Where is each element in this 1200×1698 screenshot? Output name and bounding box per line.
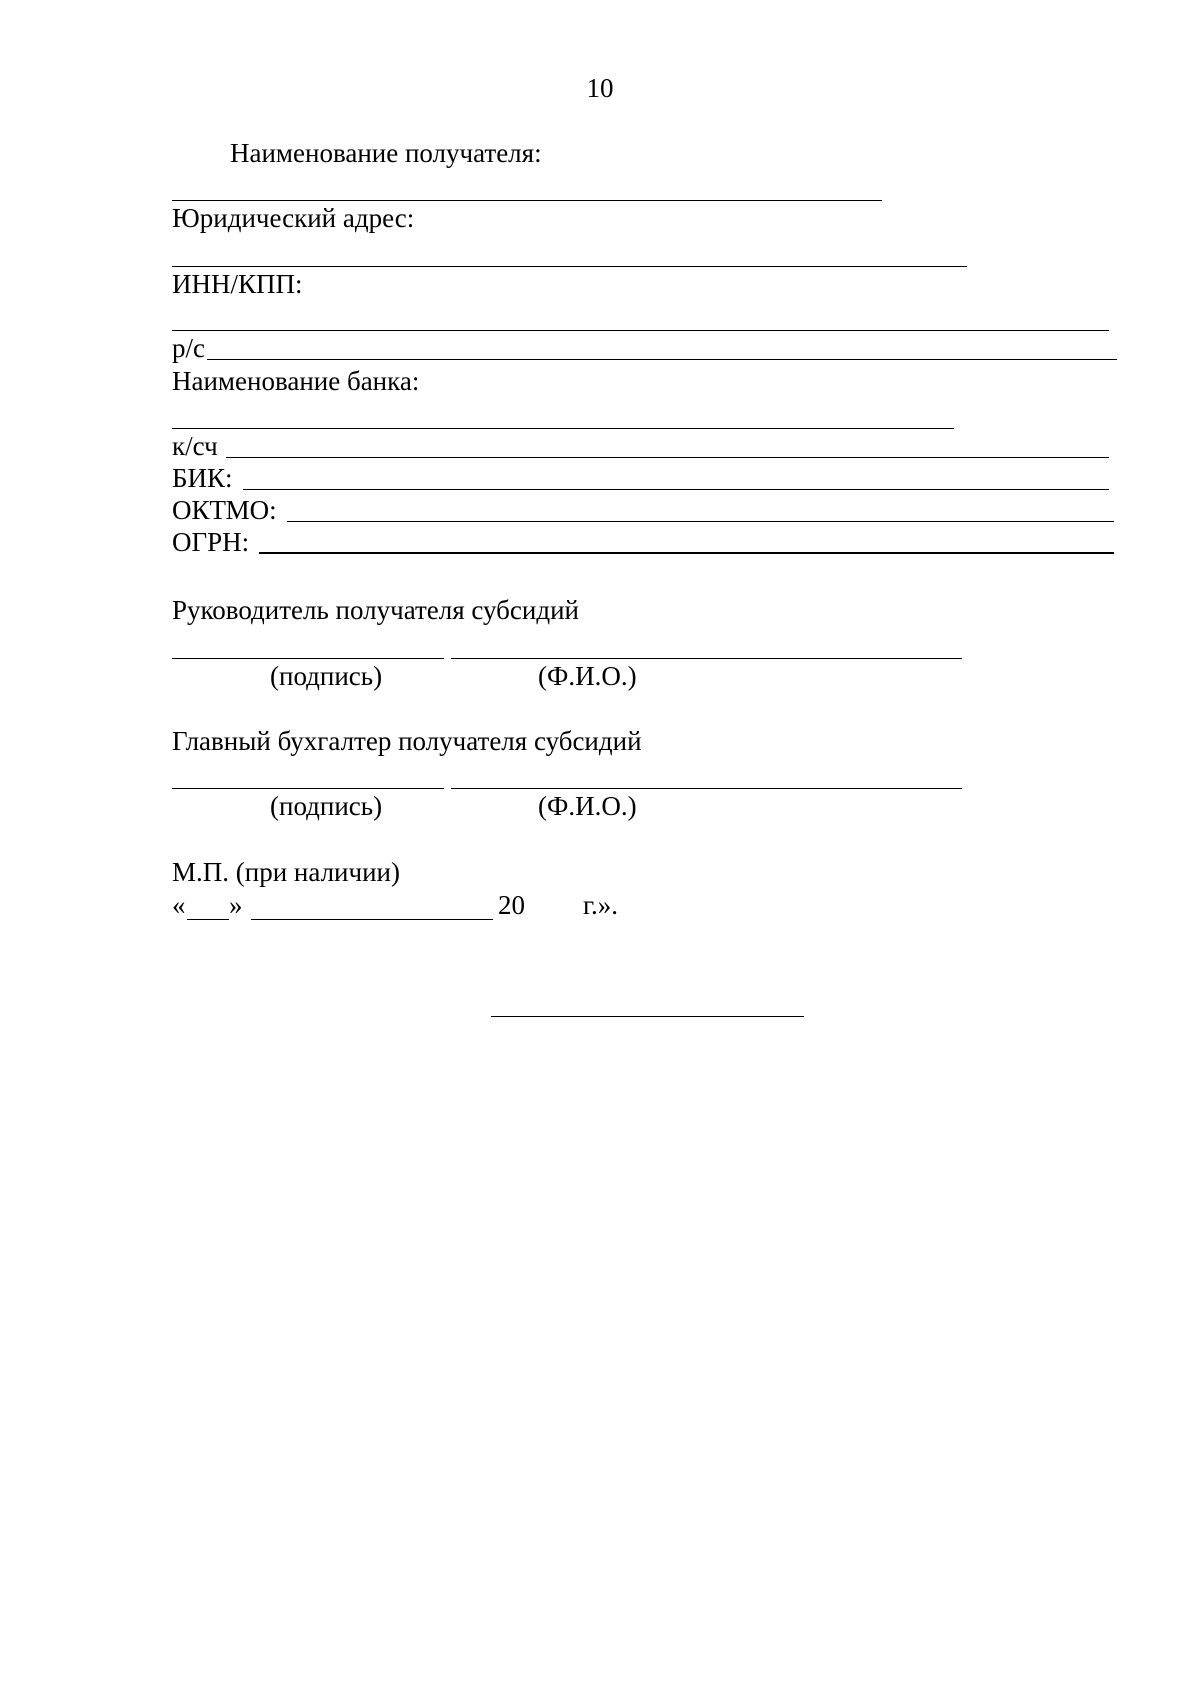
date-open-quote: « bbox=[172, 890, 186, 920]
ogrn-line bbox=[259, 530, 1114, 554]
oktmo-line bbox=[287, 499, 1114, 522]
stamp-label: М.П. (при наличии) bbox=[172, 857, 400, 887]
bik-field bbox=[172, 462, 1109, 494]
date-month-line bbox=[251, 919, 493, 920]
page-number: 10 bbox=[586, 73, 614, 103]
legal-address-line bbox=[172, 266, 967, 267]
inn-kpp-line bbox=[172, 330, 1109, 331]
account-field bbox=[172, 332, 1117, 364]
account-line bbox=[207, 337, 1117, 360]
accountant-name-caption: (Ф.И.О.) bbox=[538, 791, 637, 821]
bank-name-line bbox=[172, 428, 954, 429]
date-year-suffix: г.». bbox=[583, 890, 619, 920]
legal-address-label: Юридический адрес: bbox=[172, 203, 415, 233]
recipient-name-label: Наименование получателя: bbox=[230, 138, 542, 168]
closing-separator-line bbox=[491, 1016, 804, 1017]
ogrn-field bbox=[172, 526, 1114, 558]
inn-kpp-label: ИНН/КПП: bbox=[172, 269, 303, 299]
corr-account-label: к/сч bbox=[172, 431, 218, 461]
oktmo-label: ОКТМО: bbox=[172, 495, 277, 525]
head-name-caption: (Ф.И.О.) bbox=[538, 661, 637, 691]
account-label: р/с bbox=[172, 333, 205, 363]
bank-name-label: Наименование банка: bbox=[172, 366, 420, 396]
head-signature-caption: (подпись) bbox=[270, 661, 383, 691]
accountant-signature-line bbox=[172, 788, 444, 789]
bik-line bbox=[243, 467, 1109, 490]
head-name-line bbox=[451, 658, 962, 659]
date-year-prefix: 20 bbox=[498, 890, 525, 920]
corr-account-field bbox=[172, 430, 1109, 462]
ogrn-label: ОГРН: bbox=[172, 527, 250, 557]
date-close-quote: » bbox=[229, 890, 243, 920]
bik-label: БИК: bbox=[172, 463, 233, 493]
head-signature-title: Руководитель получателя субсидий bbox=[172, 595, 579, 625]
accountant-signature-caption: (подпись) bbox=[270, 791, 383, 821]
oktmo-field bbox=[172, 494, 1114, 526]
recipient-name-line bbox=[172, 200, 882, 201]
corr-account-line bbox=[226, 435, 1109, 458]
accountant-name-line bbox=[451, 788, 962, 789]
head-signature-line bbox=[172, 658, 444, 659]
accountant-signature-title: Главный бухгалтер получателя субсидий bbox=[172, 726, 642, 756]
date-day-line bbox=[187, 919, 229, 920]
